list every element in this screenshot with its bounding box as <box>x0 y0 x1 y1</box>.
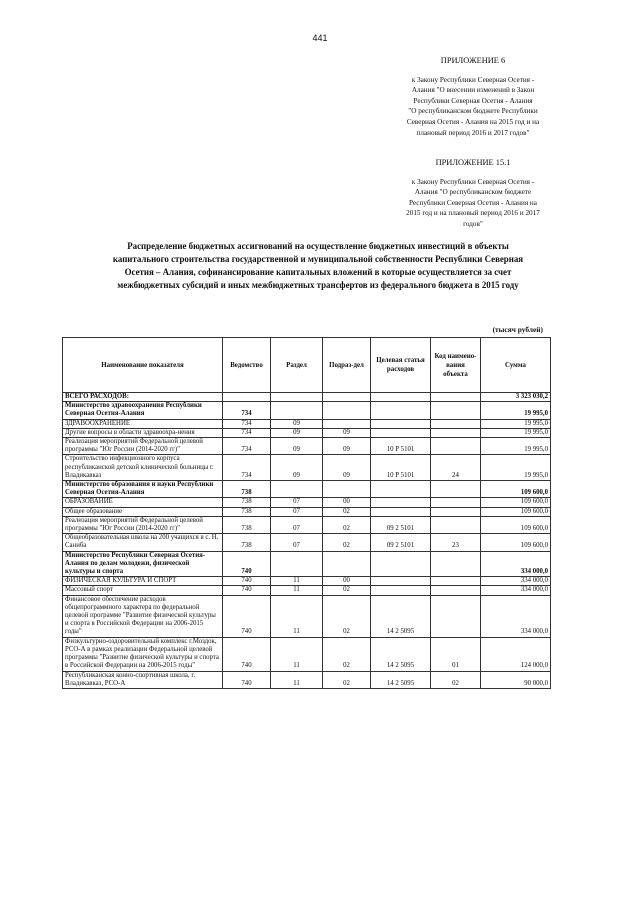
cell-subsection: 02 <box>323 595 371 637</box>
cell-subsection <box>323 481 371 498</box>
cell-target <box>371 402 431 419</box>
cell-subsection: 09 <box>323 455 371 481</box>
cell-section: 09 <box>271 419 323 428</box>
cell-name: Общеобразовательная школа на 200 учащихся в с. Н. Саниба <box>63 534 223 551</box>
appendix-15-1-heading: ПРИЛОЖЕНИЕ 15.1 <box>435 158 511 167</box>
cell-sum: 109 600,0 <box>481 534 551 551</box>
cell-target <box>371 577 431 586</box>
cell-code <box>431 402 481 419</box>
cell-sum: 109 600,0 <box>481 498 551 507</box>
table-header-row <box>63 338 551 393</box>
cell-subsection: 02 <box>323 671 371 688</box>
header-subsection: Подраз-дел <box>323 338 371 393</box>
cell-section <box>271 393 323 402</box>
cell-code <box>431 551 481 577</box>
cell-name: Финансовое обеспечение расходов общепрограммного характера по федеральной целевой программе "Развитие физической культуры и спорта в Российской Федерации на 2006-2015 годы" <box>63 595 223 637</box>
appendix-15-1-line: Алания "О республиканском бюджете <box>414 188 532 197</box>
cell-section: 07 <box>271 516 323 533</box>
cell-name: Министерство образования и науки Республики Северная Осетия-Алания <box>63 481 223 498</box>
cell-target <box>371 428 431 437</box>
cell-dept: 740 <box>223 595 271 637</box>
cell-dept: 738 <box>223 534 271 551</box>
cell-sum: 124 000,0 <box>481 637 551 671</box>
cell-subsection: 09 <box>323 428 371 437</box>
cell-name: Строительство инфекционного корпуса республиканской детской клинической больницы г. Владикавказ <box>63 455 223 481</box>
table-row <box>63 393 551 402</box>
cell-subsection: 00 <box>323 577 371 586</box>
cell-target: 14 2 5095 <box>371 671 431 688</box>
cell-dept: 734 <box>223 428 271 437</box>
cell-section: 11 <box>271 586 323 595</box>
cell-subsection: 02 <box>323 586 371 595</box>
cell-section: 11 <box>271 637 323 671</box>
cell-target <box>371 586 431 595</box>
header-name: Наименование показателя <box>63 338 223 393</box>
cell-target: 09 2 5101 <box>371 534 431 551</box>
cell-target <box>371 481 431 498</box>
cell-target: 10 Р 5101 <box>371 455 431 481</box>
table-row <box>63 637 551 671</box>
cell-dept <box>223 393 271 402</box>
appendix-6-line: Северная Осетия - Алания на 2015 год и на <box>406 117 540 126</box>
cell-subsection: 02 <box>323 637 371 671</box>
appendix-6-line: плановый период 2016 и 2017 годов" <box>416 128 530 137</box>
table-row <box>63 481 551 498</box>
cell-code: 23 <box>431 534 481 551</box>
cell-code <box>431 428 481 437</box>
budget-table <box>62 337 551 689</box>
table-row <box>63 507 551 516</box>
appendix-6-heading: ПРИЛОЖЕНИЕ 6 <box>440 56 506 65</box>
cell-sum: 3 323 030,2 <box>481 393 551 402</box>
cell-code <box>431 393 481 402</box>
cell-sum: 109 600,0 <box>481 481 551 498</box>
title-line: Осетия – Алания, софинансирование капитальных вложений в которые осуществляется за счет <box>124 267 512 277</box>
cell-subsection <box>323 402 371 419</box>
cell-subsection <box>323 551 371 577</box>
cell-code <box>431 438 481 455</box>
cell-name: Общее образование <box>63 507 223 516</box>
cell-target <box>371 507 431 516</box>
cell-sum: 19 995,0 <box>481 402 551 419</box>
appendix-6-line: "О республиканском бюджете Республики <box>408 107 538 116</box>
header-section: Раздел <box>271 338 323 393</box>
cell-section <box>271 551 323 577</box>
cell-section: 09 <box>271 428 323 437</box>
cell-sum: 109 600,0 <box>481 507 551 516</box>
cell-code <box>431 498 481 507</box>
table-body <box>63 393 551 689</box>
cell-section <box>271 481 323 498</box>
cell-code <box>431 516 481 533</box>
cell-section: 07 <box>271 534 323 551</box>
appendix-15-1-line: 2015 год и на плановый период 2016 и 2017 <box>406 209 540 218</box>
cell-section: 07 <box>271 507 323 516</box>
title-line: капитального строительства государственной и муниципальной собственности Республики Северная <box>112 254 524 264</box>
cell-code: 24 <box>431 455 481 481</box>
header-sum: Сумма <box>481 338 551 393</box>
cell-code <box>431 481 481 498</box>
table-row <box>63 455 551 481</box>
cell-section: 09 <box>271 438 323 455</box>
cell-name: Другие вопросы в области здравоохра-нения <box>63 428 223 437</box>
cell-subsection: 02 <box>323 534 371 551</box>
cell-sum: 109 600,0 <box>481 516 551 533</box>
cell-sum: 19 995,0 <box>481 455 551 481</box>
table-row <box>63 586 551 595</box>
cell-name: ЗДРАВООХРАНЕНИЕ <box>63 419 223 428</box>
cell-code <box>431 577 481 586</box>
header-dept: Ведомство <box>223 338 271 393</box>
table-row <box>63 595 551 637</box>
cell-name: Министерство здравоохранения Республики Северная Осетия-Алания <box>63 402 223 419</box>
cell-name: Массовый спорт <box>63 586 223 595</box>
table-row <box>63 577 551 586</box>
cell-name: ОБРАЗОВАНИЕ <box>63 498 223 507</box>
cell-name: ФИЗИЧЕСКАЯ КУЛЬТУРА И СПОРТ <box>63 577 223 586</box>
cell-subsection: 00 <box>323 498 371 507</box>
appendix-15-1-line: годов" <box>463 219 483 228</box>
cell-target: 14 2 5095 <box>371 637 431 671</box>
cell-target: 14 2 5095 <box>371 595 431 637</box>
cell-dept: 738 <box>223 498 271 507</box>
cell-sum: 19 995,0 <box>481 428 551 437</box>
cell-code <box>431 586 481 595</box>
cell-target <box>371 498 431 507</box>
document-title <box>62 240 574 292</box>
cell-sum: 334 000,0 <box>481 586 551 595</box>
cell-target: 10 Р 5101 <box>371 438 431 455</box>
units-label: (тысяч рублей) <box>492 325 543 334</box>
appendix-6-line: Алания "О внесении изменений в Закон <box>411 86 535 95</box>
title-line: межбюджетных субсидий и иных межбюджетных трансфертов из федерального бюджета в 2015 году <box>117 280 519 290</box>
table-row <box>63 498 551 507</box>
cell-section: 11 <box>271 671 323 688</box>
cell-dept: 740 <box>223 551 271 577</box>
cell-code: 02 <box>431 671 481 688</box>
cell-section <box>271 402 323 419</box>
cell-sum: 334 000,0 <box>481 595 551 637</box>
cell-name: Реализация мероприятий Федеральной целевой программы "Юг России (2014-2020 гг)" <box>63 516 223 533</box>
cell-section: 07 <box>271 498 323 507</box>
cell-dept: 738 <box>223 481 271 498</box>
cell-name: Республиканская конно-спортивная школа, г. Владикавказ, РСО-А <box>63 671 223 688</box>
table-row <box>63 428 551 437</box>
cell-name: Реализация мероприятий Федеральной целевой программы "Юг России (2014-2020 гг)" <box>63 438 223 455</box>
cell-sum: 90 000,0 <box>481 671 551 688</box>
table-row <box>63 516 551 533</box>
cell-name: Министерство Республики Северная Осетия-Алания по делам молодежи, физической культуры и спорта <box>63 551 223 577</box>
cell-name: ВСЕГО РАСХОДОВ: <box>63 393 223 402</box>
cell-dept: 734 <box>223 438 271 455</box>
cell-subsection: 02 <box>323 516 371 533</box>
cell-sum: 334 000,0 <box>481 577 551 586</box>
cell-dept: 734 <box>223 402 271 419</box>
cell-target: 09 2 5101 <box>371 516 431 533</box>
cell-target <box>371 419 431 428</box>
cell-subsection <box>323 393 371 402</box>
appendix-15-1-line: Республики Северная Осетия - Алания на <box>409 198 537 207</box>
cell-dept: 740 <box>223 671 271 688</box>
cell-section: 11 <box>271 595 323 637</box>
table-row <box>63 671 551 688</box>
cell-dept: 734 <box>223 419 271 428</box>
appendix-15-1-block <box>368 158 578 230</box>
cell-dept: 738 <box>223 507 271 516</box>
cell-section: 11 <box>271 577 323 586</box>
appendix-6-block <box>368 56 578 138</box>
cell-subsection <box>323 419 371 428</box>
cell-section: 09 <box>271 455 323 481</box>
header-code: Код наимено-вания объекта <box>431 338 481 393</box>
cell-dept: 734 <box>223 455 271 481</box>
table-row <box>63 551 551 577</box>
cell-dept: 738 <box>223 516 271 533</box>
cell-code <box>431 419 481 428</box>
cell-name: Физкультурно-оздоровительный комплекс г.Моздок, РСО-А в рамках реализации Федеральной целевой программы "Развитие физической культуры и спорта в Российской Федерации на 2006-2015 годы" <box>63 637 223 671</box>
table-row <box>63 534 551 551</box>
appendix-6-line: к Закону Республики Северная Осетия - <box>411 75 535 84</box>
cell-dept: 740 <box>223 637 271 671</box>
appendix-15-1-line: к Закону Республики Северная Осетия - <box>411 177 535 186</box>
table-row <box>63 402 551 419</box>
cell-subsection: 02 <box>323 507 371 516</box>
title-line: Распределение бюджетных ассигнований на осуществление бюджетных инвестиций в объекты <box>127 241 509 251</box>
table-row <box>63 419 551 428</box>
cell-sum: 19 995,0 <box>481 438 551 455</box>
cell-sum: 334 000,0 <box>481 551 551 577</box>
cell-dept: 740 <box>223 586 271 595</box>
cell-code <box>431 507 481 516</box>
appendix-6-line: Республики Северная Осетия - Алания <box>413 96 533 105</box>
cell-target <box>371 551 431 577</box>
cell-subsection: 09 <box>323 438 371 455</box>
cell-code <box>431 595 481 637</box>
cell-target <box>371 393 431 402</box>
cell-sum: 19 995,0 <box>481 419 551 428</box>
header-target: Целевая статья расходов <box>371 338 431 393</box>
table-row <box>63 438 551 455</box>
cell-code: 01 <box>431 637 481 671</box>
cell-dept: 740 <box>223 577 271 586</box>
page-number: 441 <box>312 33 328 43</box>
